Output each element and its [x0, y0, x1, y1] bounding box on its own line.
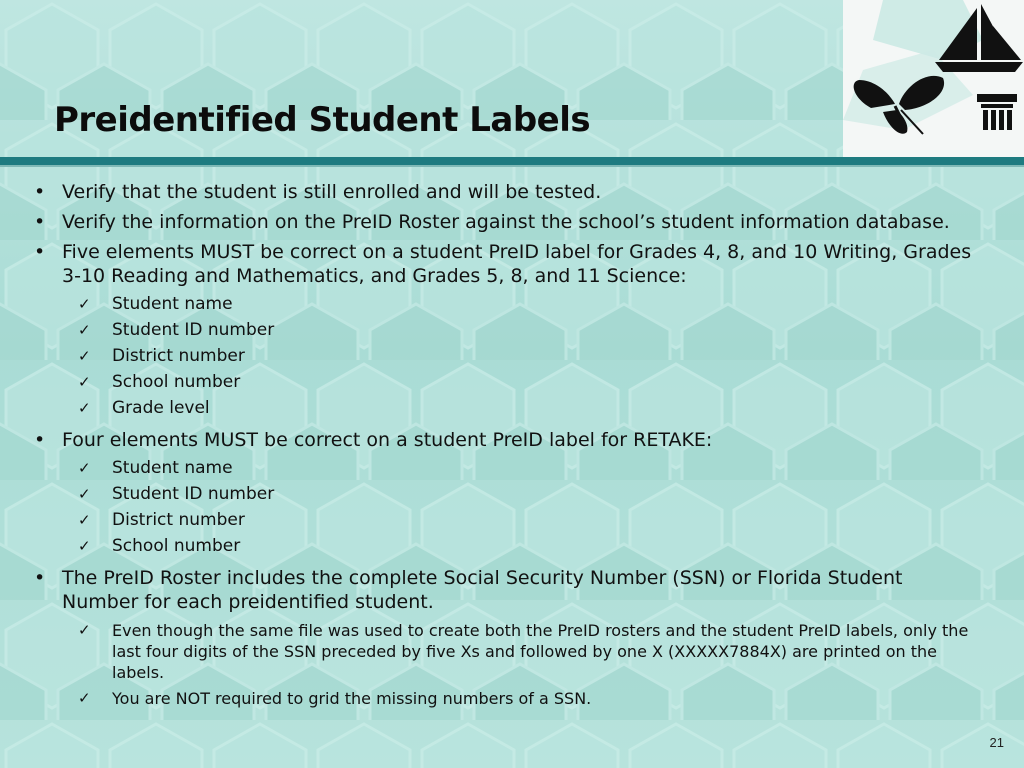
checkmark-icon: ✓ — [78, 459, 91, 477]
checklist-item — [34, 484, 974, 505]
checkmark-icon: ✓ — [78, 373, 91, 391]
checkmark-icon: ✓ — [78, 399, 91, 417]
bullet-item — [34, 180, 974, 204]
checklist-item — [34, 398, 974, 419]
checkmark-icon: ✓ — [78, 295, 91, 313]
slide-content — [34, 180, 974, 714]
checklist-item — [34, 294, 974, 315]
checklist-text: District number — [112, 510, 245, 530]
checkmark-icon: ✓ — [78, 621, 91, 639]
checkmark-icon: ✓ — [78, 485, 91, 503]
checklist-text: School number — [112, 372, 241, 392]
checklist-item — [34, 320, 974, 341]
bullet-icon: • — [34, 429, 46, 451]
checklist-item — [34, 458, 974, 479]
checklist-text: Student name — [112, 458, 233, 478]
checklist-item — [34, 510, 974, 531]
checklist-item — [34, 346, 974, 367]
checkmark-icon: ✓ — [78, 511, 91, 529]
slide-title: Preidentified Student Labels — [54, 100, 591, 140]
checklist-text: School number — [112, 536, 241, 556]
page-number: 21 — [989, 735, 1004, 750]
checklist-item — [34, 688, 974, 709]
bullet-item — [34, 566, 974, 614]
checkmark-icon: ✓ — [78, 347, 91, 365]
column-icon — [977, 94, 1017, 130]
checklist-text: Even though the same file was used to create both the PreID rosters and the student PreID labels, only the last four digits of the SSN preceded by five Xs and followed by one X (XXXXX7884X) are printed on the labels. — [112, 621, 969, 682]
checkmark-icon: ✓ — [78, 321, 91, 339]
checklist-text: Grade level — [112, 398, 210, 418]
bullet-text: The PreID Roster includes the complete Social Security Number (SSN) or Florida Student Number for each preidentified student. — [62, 567, 903, 613]
decorative-art-panel — [843, 0, 1024, 157]
bullet-item — [34, 210, 974, 234]
bullet-icon: • — [34, 211, 46, 233]
bullet-icon: • — [34, 181, 46, 203]
bullet-text: Verify that the student is still enrolled and will be tested. — [62, 181, 602, 203]
title-divider — [0, 157, 1024, 167]
checkmark-icon: ✓ — [78, 537, 91, 555]
checklist-text: District number — [112, 346, 245, 366]
bullet-text: Four elements MUST be correct on a student PreID label for RETAKE: — [62, 429, 713, 451]
bullet-item — [34, 240, 974, 288]
checklist-item — [34, 536, 974, 557]
bullet-icon: • — [34, 567, 46, 589]
bullet-text: Five elements MUST be correct on a student PreID label for Grades 4, 8, and 10 Writing, Grades 3-10 Reading and Mathematics, and Grades 5, 8, and 11 Science: — [62, 241, 972, 287]
checklist-item — [34, 620, 974, 683]
checklist-text: Student ID number — [112, 320, 275, 340]
checklist-text: Student ID number — [112, 484, 275, 504]
bullet-item — [34, 428, 974, 452]
checklist-item — [34, 372, 974, 393]
checklist-text: Student name — [112, 294, 233, 314]
bullet-text: Verify the information on the PreID Roster against the school’s student information database. — [62, 211, 950, 233]
checkmark-icon: ✓ — [78, 689, 91, 707]
checklist-text: You are NOT required to grid the missing numbers of a SSN. — [112, 689, 592, 708]
bullet-icon: • — [34, 241, 46, 263]
